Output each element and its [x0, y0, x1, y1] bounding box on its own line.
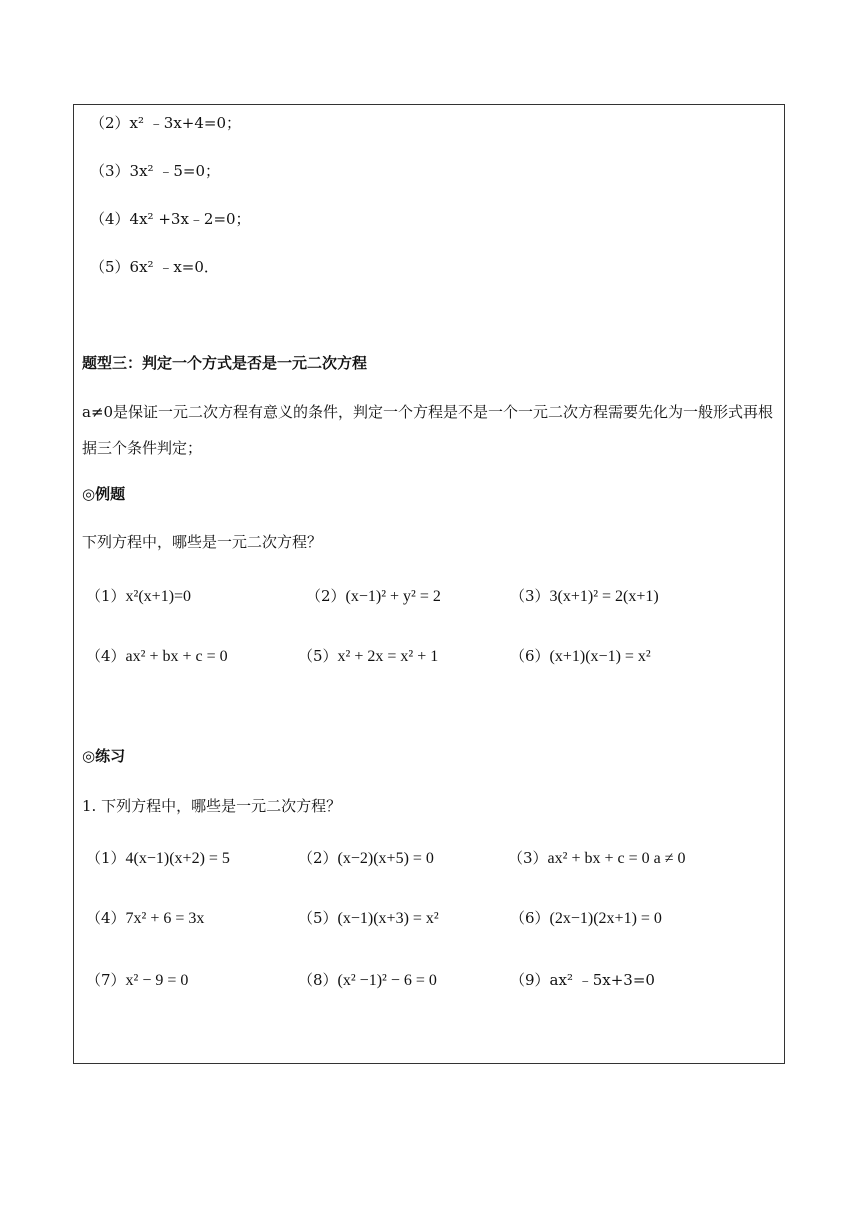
math-expression: (x−2)(x+5) = 0: [337, 850, 434, 867]
example-item-2: [306, 586, 441, 607]
practice-item-2: [298, 848, 434, 869]
math-expression: (2x−1)(2x+1) = 0: [549, 910, 662, 927]
item-number: （1）: [86, 849, 126, 867]
practice-item-1: [86, 848, 230, 869]
item-number: （5）: [298, 647, 338, 665]
item-number: （6）: [510, 909, 550, 927]
item-number: （1）: [86, 587, 126, 605]
equation-item-5: （5）6x² ﹣x=0．: [90, 258, 219, 276]
section-heading: 题型三：判定一个方式是否是一元二次方程: [82, 354, 368, 372]
practice-item-5: [298, 908, 439, 929]
text-expression: ax² ﹣5x+3=0: [549, 971, 655, 989]
math-expression: (x−1)(x+3) = x²: [337, 910, 439, 927]
math-expression: (x² −1)² − 6 = 0: [337, 972, 437, 989]
item-number: （6）: [510, 647, 550, 665]
item-number: （3）: [510, 587, 550, 605]
example-item-4: [86, 646, 228, 667]
section-explanation: a≠0是保证一元二次方程有意义的条件，判定一个方程是不是一个一元二次方程需要先化为一般形式再根据三个条件判定；: [82, 403, 774, 457]
item-number: （7）: [86, 971, 126, 989]
math-expression: ax² + bx + c = 0: [125, 648, 228, 665]
example-heading: ◎例题: [82, 485, 126, 503]
math-expression: x²(x+1)=0: [125, 588, 192, 605]
example-item-3: [510, 586, 659, 607]
example-item-1: [86, 586, 191, 607]
practice-item-3: [508, 848, 686, 869]
item-number: （3）: [508, 849, 548, 867]
equation-item-4: （4）4x² +3x﹣2=0；: [90, 210, 251, 228]
item-number: （4）: [86, 909, 126, 927]
item-number: （4）: [86, 647, 126, 665]
math-expression: 3(x+1)² = 2(x+1): [549, 588, 659, 605]
math-expression: x² + 2x = x² + 1: [337, 648, 439, 665]
practice-heading: ◎练习: [82, 747, 126, 765]
item-number: （9）: [510, 971, 550, 989]
practice-item-4: [86, 908, 204, 929]
practice-item-9: [510, 970, 655, 990]
math-expression: ax² + bx + c = 0 a ≠ 0: [547, 850, 686, 867]
math-expression: 7x² + 6 = 3x: [125, 910, 205, 927]
math-expression: (x+1)(x−1) = x²: [549, 648, 651, 665]
item-number: （8）: [298, 971, 338, 989]
math-expression: x² − 9 = 0: [125, 972, 189, 989]
practice-item-6: [510, 908, 662, 929]
equation-item-2: （2）x² ﹣3x+4=0；: [90, 114, 242, 132]
math-expression: (x−1)² + y² = 2: [345, 588, 441, 605]
practice-item-7: [86, 970, 188, 991]
equation-item-3: （3）3x² ﹣5=0；: [90, 162, 220, 180]
practice-question: 1. 下列方程中，哪些是一元二次方程？: [82, 797, 342, 815]
practice-item-8: [298, 970, 437, 991]
item-number: （2）: [306, 587, 346, 605]
example-question: 下列方程中，哪些是一元二次方程？: [82, 533, 323, 551]
example-item-6: [510, 646, 651, 667]
example-item-5: [298, 646, 438, 667]
item-number: （5）: [298, 909, 338, 927]
item-number: （2）: [298, 849, 338, 867]
math-expression: 4(x−1)(x+2) = 5: [125, 850, 230, 867]
